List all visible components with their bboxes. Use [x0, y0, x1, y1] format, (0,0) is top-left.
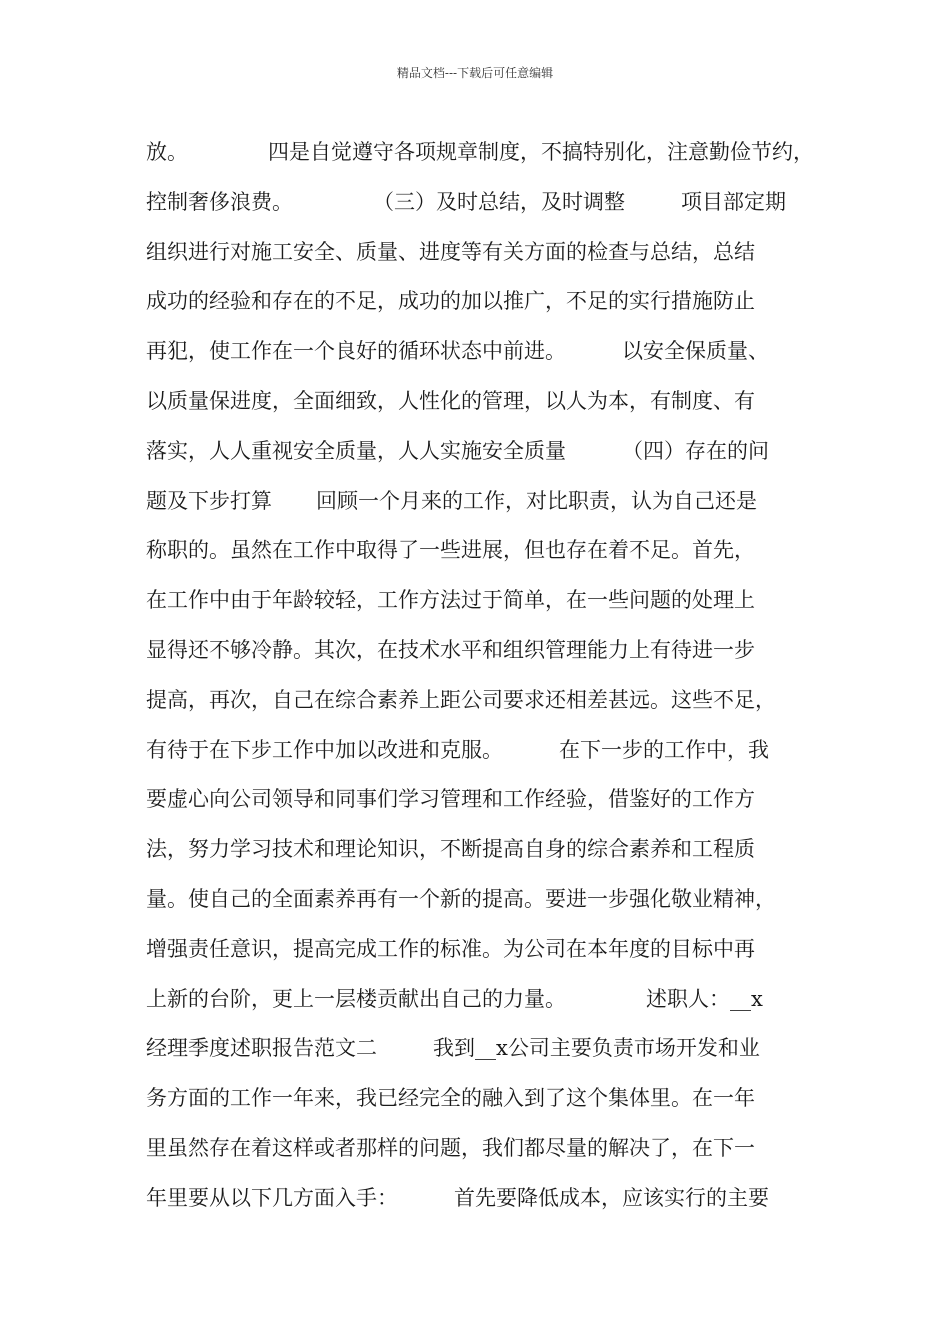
text-segment: 放。	[146, 140, 188, 164]
text-line	[146, 676, 826, 726]
text-segment: 里虽然存在着这样或者那样的问题，我们都尽量的解决了，在下一	[146, 1135, 755, 1160]
text-segment: 显得还不够冷静。其次，在技术水平和组织管理能力上有待进一步	[146, 637, 755, 662]
text-segment: （四）存在的问	[622, 438, 769, 463]
text-segment: 要虚心向公司领导和同事们学习管理和工作经验，借鉴好的工作方	[146, 787, 755, 812]
text-segment: 有待于在下步工作中加以改进和克服。	[146, 737, 503, 762]
text-segment: 落实，人人重视安全质量，人人实施安全质量	[146, 438, 566, 463]
text-segment: 法，努力学习技术和理论知识，不断提高自身的综合素养和工程质	[146, 837, 755, 862]
text-segment: 以质量保进度，全面细致，人性化的管理，以人为本，有制度、有	[146, 388, 755, 413]
page-header: 精品文档---下载后可任意编辑	[396, 66, 554, 80]
text-segment: 提高，再次，自己在综合素养上距公司要求还相差甚远。这些不足，	[146, 687, 776, 712]
text-line	[146, 825, 826, 875]
text-segment: 经理季度述职报告范文二	[146, 1036, 377, 1061]
text-line	[146, 526, 826, 576]
text-line	[146, 377, 826, 427]
text-segment: 上新的台阶，更上一层楼贡献出自己的力量。	[146, 986, 566, 1011]
text-line	[146, 726, 826, 776]
text-line	[146, 1174, 826, 1224]
text-segment: 再犯，使工作在一个良好的循环状态中前进。	[146, 339, 566, 364]
text-segment: 在下一步的工作中，我	[559, 737, 769, 762]
text-line	[146, 228, 826, 278]
text-line	[146, 875, 826, 925]
text-segment: 增强责任意识，提高完成工作的标准。为公司在本年度的目标中再	[146, 936, 755, 961]
text-segment: 量。使自己的全面素养再有一个新的提高。要进一步强化敬业精神，	[146, 886, 776, 911]
text-line	[146, 1124, 826, 1174]
text-segment: 首先要降低成本，应该实行的主要	[454, 1185, 769, 1210]
text-segment: 成功的经验和存在的不足，成功的加以推广，不足的实行措施防止	[146, 289, 755, 314]
text-segment: 以安全保质量、	[622, 339, 769, 364]
text-line	[146, 626, 826, 676]
text-line	[146, 128, 826, 178]
text-segment: 述职人：__x	[646, 986, 763, 1011]
text-line	[146, 1074, 826, 1124]
text-segment: 项目部定期	[681, 189, 786, 214]
text-line	[146, 277, 826, 327]
text-segment: 组织进行对施工安全、质量、进度等有关方面的检查与总结，总结	[146, 239, 755, 264]
text-segment: （三）及时总结，及时调整	[373, 189, 625, 214]
text-line	[146, 775, 826, 825]
text-line	[146, 975, 826, 1025]
text-segment: 称职的。虽然在工作中取得了一些进展，但也存在着不足。首先，	[146, 538, 755, 563]
text-segment: 四是自觉遵守各项规章制度，不搞特别化，注意勤俭节约，	[268, 140, 814, 164]
text-segment: 年里要从以下几方面入手：	[146, 1185, 398, 1210]
text-segment: 回顾一个月来的工作，对比职责，认为自己还是	[316, 488, 757, 513]
text-segment: 务方面的工作一年来，我已经完全的融入到了这个集体里。在一年	[146, 1086, 755, 1111]
text-line	[146, 427, 826, 477]
text-segment: 题及下步打算	[146, 488, 272, 513]
text-line	[146, 327, 826, 377]
text-line	[146, 477, 826, 527]
text-line	[146, 178, 826, 228]
text-line	[146, 576, 826, 626]
text-segment: 在工作中由于年龄较轻，工作方法过于简单，在一些问题的处理上	[146, 588, 755, 613]
text-segment: 控制奢侈浪费。	[146, 189, 293, 214]
text-segment: 我到__x公司主要负责市场开发和业	[433, 1036, 760, 1061]
document-body	[146, 128, 826, 1224]
text-line	[146, 1024, 826, 1074]
text-line	[146, 925, 826, 975]
